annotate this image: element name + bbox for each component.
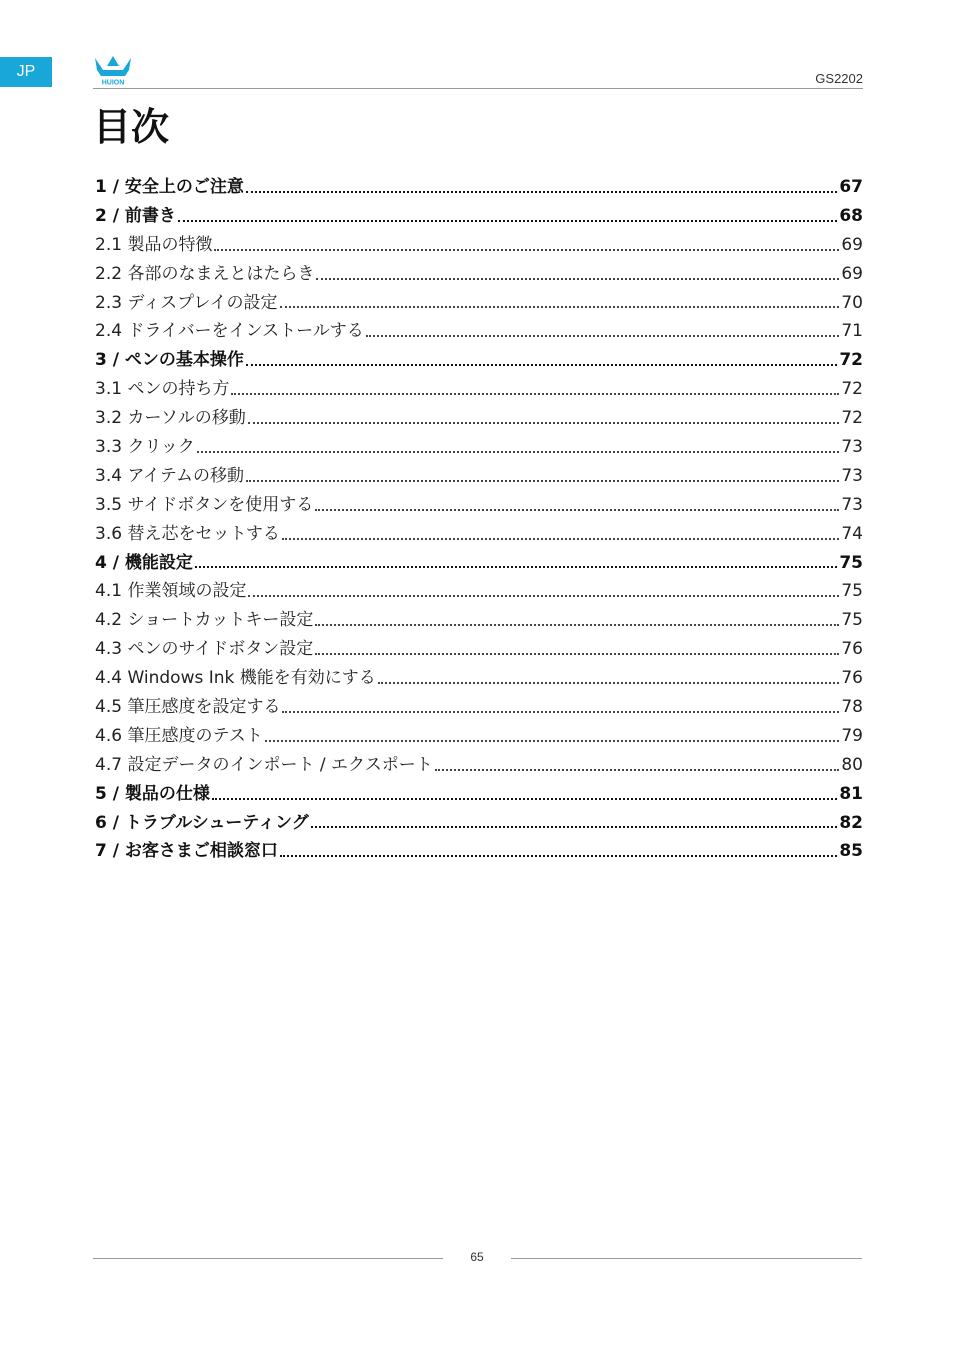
toc-entry-label: 2.3 ディスプレイの設定 [95, 292, 278, 313]
toc-entry-page: 76 [841, 668, 863, 689]
toc-entry-label: 3.4 アイテムの移動 [95, 465, 245, 486]
language-tab: JP [0, 57, 52, 87]
toc-entry-label: 3.6 替え芯をセットする [95, 523, 280, 544]
toc-entry-page: 69 [841, 234, 863, 255]
toc-entry-page: 80 [841, 754, 863, 775]
toc-leader-dots [282, 710, 839, 713]
toc-entry[interactable] [95, 634, 863, 663]
toc-leader-dots [246, 190, 837, 193]
toc-leader-dots [195, 565, 837, 568]
toc-entry[interactable] [95, 808, 863, 837]
toc-leader-dots [435, 768, 840, 771]
toc-entry-page: 69 [841, 263, 863, 284]
toc-entry-label: 2 / 前書き [95, 205, 176, 226]
crown-center-peak [107, 56, 119, 66]
toc-leader-dots [248, 421, 840, 424]
page-number: 65 [470, 1250, 484, 1264]
toc-entry[interactable] [95, 403, 863, 432]
toc-entry[interactable] [95, 201, 863, 230]
toc-entry[interactable] [95, 432, 863, 461]
toc-entry-label: 3.1 ペンの持ち方 [95, 379, 230, 400]
toc-leader-dots [246, 479, 839, 482]
footer-rule-left [93, 1258, 443, 1259]
toc-entry-label: 2.2 各部のなまえとはたらき [95, 263, 315, 284]
toc-entry-label: 2.4 ドライバーをインストールする [95, 321, 364, 342]
toc-entry[interactable] [95, 663, 863, 692]
toc-entry[interactable] [95, 288, 863, 317]
toc-entry-page: 75 [841, 581, 863, 602]
toc-entry[interactable] [95, 345, 863, 374]
toc-leader-dots [378, 681, 840, 684]
toc-entry-page: 75 [839, 552, 863, 573]
toc-leader-dots [315, 652, 839, 655]
toc-entry[interactable] [95, 836, 863, 865]
toc-leader-dots [197, 450, 840, 453]
toc-entry[interactable] [95, 519, 863, 548]
toc-leader-dots [315, 623, 839, 626]
toc-entry[interactable] [95, 548, 863, 577]
toc-entry-label: 3.3 クリック [95, 437, 195, 458]
toc-entry-label: 5 / 製品の仕様 [95, 783, 210, 804]
toc-entry-page: 71 [841, 321, 863, 342]
toc-entry[interactable] [95, 374, 863, 403]
toc-entry-page: 72 [841, 379, 863, 400]
toc-leader-dots [280, 305, 840, 308]
toc-entry-label: 3.5 サイドボタンを使用する [95, 494, 314, 515]
toc-entry-label: 7 / お客さまご相談窓口 [95, 841, 278, 862]
toc-entry-label: 1 / 安全上のご注意 [95, 177, 244, 197]
toc-entry-label: 6 / トラブルシューティング [95, 812, 309, 833]
toc-entry[interactable] [95, 259, 863, 288]
toc-leader-dots [311, 825, 838, 828]
toc-leader-dots [315, 508, 839, 511]
toc-entry[interactable] [95, 605, 863, 634]
toc-leader-dots [178, 219, 837, 222]
toc-leader-dots [265, 739, 840, 742]
crown-inner-right [116, 66, 123, 70]
toc-entry[interactable] [95, 316, 863, 345]
toc-entry-page: 73 [841, 465, 863, 486]
toc-entry[interactable] [95, 576, 863, 605]
toc-entry-page: 82 [839, 812, 863, 833]
toc-entry-page: 74 [841, 523, 863, 544]
toc-entry-page: 67 [839, 177, 863, 197]
toc-entry-label: 3.2 カーソルの移動 [95, 408, 246, 429]
toc-entry-page: 72 [839, 350, 863, 371]
toc-entry-page: 72 [841, 408, 863, 429]
toc-leader-dots [246, 363, 837, 366]
table-of-contents [95, 172, 863, 865]
toc-entry-label: 4.4 Windows Ink 機能を有効にする [95, 668, 376, 689]
toc-entry-label: 4.3 ペンのサイドボタン設定 [95, 639, 314, 660]
toc-entry[interactable] [95, 692, 863, 721]
header-rule [93, 88, 863, 89]
toc-entry[interactable] [95, 750, 863, 779]
toc-entry-page: 81 [839, 783, 863, 804]
toc-leader-dots [248, 594, 839, 597]
toc-entry[interactable] [95, 721, 863, 750]
toc-entry-page: 76 [841, 639, 863, 660]
toc-leader-dots [214, 248, 839, 251]
crown-inner-left [103, 66, 110, 70]
toc-entry-page: 78 [841, 697, 863, 718]
crown-left-peak [95, 58, 103, 70]
toc-entry-page: 73 [841, 437, 863, 458]
toc-entry-page: 68 [839, 205, 863, 226]
toc-entry-page: 73 [841, 494, 863, 515]
toc-leader-dots [280, 854, 837, 857]
toc-entry[interactable] [95, 172, 863, 201]
toc-entry-label: 2.1 製品の特徴 [95, 234, 213, 255]
huion-logo [93, 56, 133, 86]
toc-leader-dots [212, 797, 837, 800]
toc-entry-label: 4.6 筆圧感度のテスト [95, 725, 263, 746]
toc-entry[interactable] [95, 461, 863, 490]
toc-entry-page: 75 [841, 610, 863, 631]
toc-entry[interactable] [95, 779, 863, 808]
toc-entry[interactable] [95, 230, 863, 259]
toc-entry-label: 4.5 筆圧感度を設定する [95, 697, 281, 718]
toc-entry[interactable] [95, 490, 863, 519]
toc-leader-dots [316, 277, 839, 280]
crown-base [97, 70, 129, 76]
toc-entry-label: 4.1 作業領域の設定 [95, 581, 247, 602]
model-name: GS2202 [815, 71, 863, 86]
toc-entry-page: 85 [839, 841, 863, 862]
toc-entry-label: 3 / ペンの基本操作 [95, 350, 244, 371]
toc-entry-page: 79 [841, 725, 863, 746]
toc-entry-label: 4 / 機能設定 [95, 552, 193, 573]
toc-entry-label: 4.7 設定データのインポート / エクスポート [95, 754, 433, 775]
footer-rule-right [511, 1258, 862, 1259]
toc-leader-dots [231, 392, 839, 395]
toc-entry-page: 70 [841, 292, 863, 313]
toc-entry-label: 4.2 ショートカットキー設定 [95, 610, 314, 631]
crown-right-peak [123, 58, 131, 70]
toc-leader-dots [366, 334, 840, 337]
page-title: 目次 [93, 105, 170, 149]
logo-text: HUION [101, 79, 125, 86]
toc-leader-dots [282, 537, 839, 540]
